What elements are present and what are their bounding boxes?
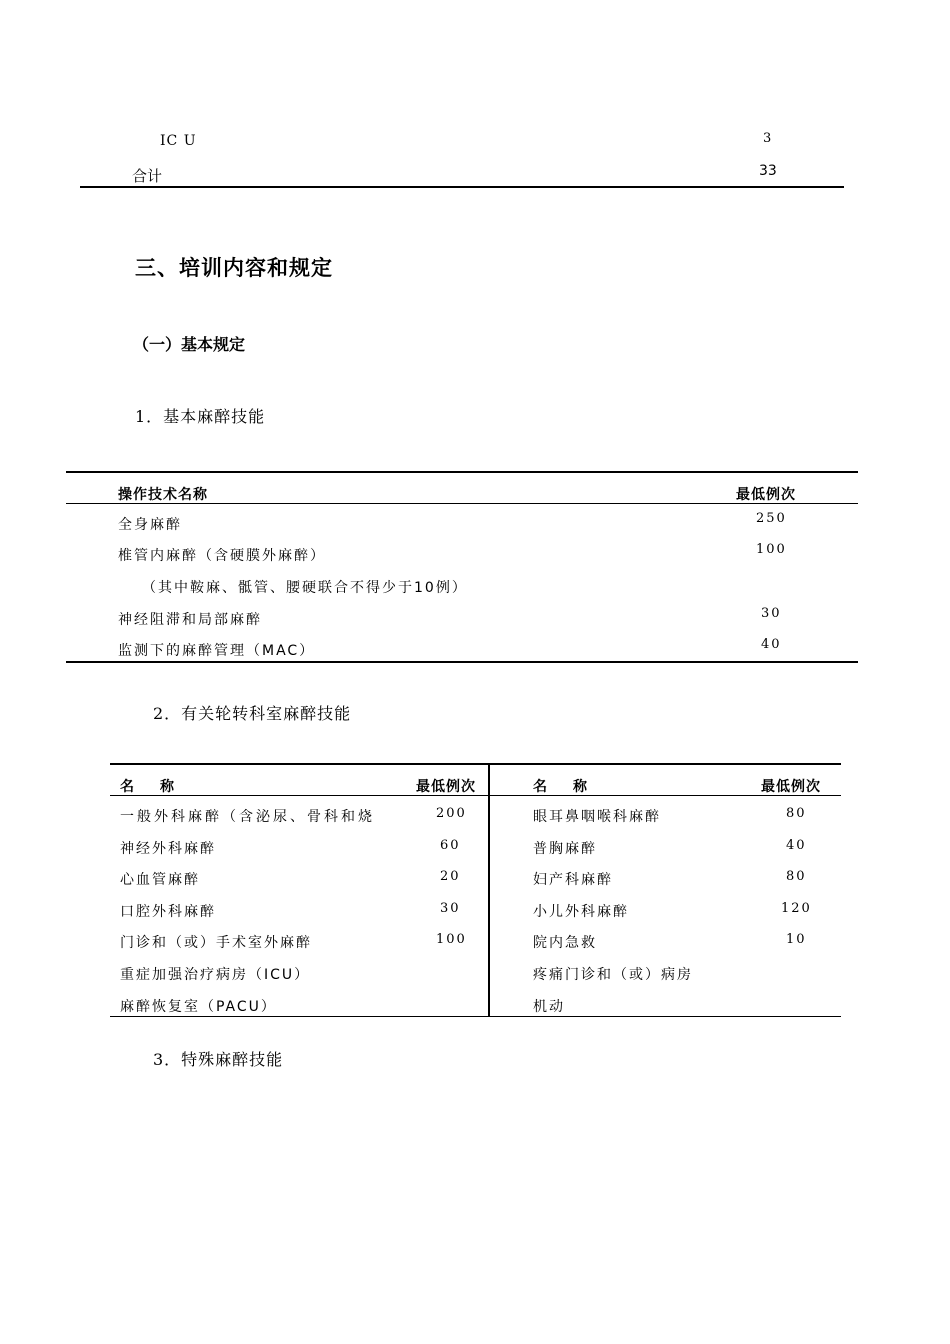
table2-right-row-name: 机动 (533, 999, 565, 1015)
table1-row-name: 监测下的麻醉管理（MAC） (118, 643, 316, 659)
table2-right-row-count: 80 (786, 869, 807, 884)
top-table-bottom-rule (80, 186, 844, 188)
table1-row-note: （其中鞍麻、骶管、腰硬联合不得少于10例） (142, 580, 468, 596)
section-heading: 三、培训内容和规定 (135, 256, 333, 280)
table1-row-name: 椎管内麻醉（含硬膜外麻醉） (118, 548, 326, 564)
table1-row-count: 30 (761, 606, 782, 621)
icu-row-value: 3 (763, 131, 772, 146)
subsection-heading: （一）基本规定 (133, 335, 246, 354)
table2-top-rule (110, 763, 841, 765)
table1-row-count: 100 (756, 542, 787, 557)
table2-right-row-name: 普胸麻醉 (533, 841, 597, 857)
table2-right-row-name: 小儿外科麻醉 (533, 904, 629, 920)
table2-left-row-count: 20 (440, 869, 461, 884)
table2-left-row-name: 麻醉恢复室（PACU） (120, 999, 277, 1015)
item3-heading: 3．特殊麻醉技能 (153, 1050, 284, 1069)
table2-left-row-name: 神经外科麻醉 (120, 841, 216, 857)
table2-right-row-count: 40 (786, 838, 807, 853)
table2-left-row-name: 口腔外科麻醉 (120, 904, 216, 920)
table1-header-name: 操作技术名称 (118, 487, 208, 503)
table2-right-row-name: 疼痛门诊和（或）病房 (533, 967, 693, 983)
table2-right-row-count: 80 (786, 806, 807, 821)
table1-row-name: 神经阻滞和局部麻醉 (118, 612, 262, 628)
table2-left-header-count: 最低例次 (416, 779, 476, 795)
table2-center-divider (488, 765, 490, 1016)
table2-left-row-name: 重症加强治疗病房（ICU） (120, 967, 311, 983)
table2-right-row-name: 眼耳鼻咽喉科麻醉 (533, 809, 661, 825)
table2-right-header-name: 名 称 (533, 779, 593, 795)
table2-left-row-count: 100 (436, 932, 467, 947)
table1-top-rule (66, 471, 858, 473)
table1-row-count: 250 (756, 511, 787, 526)
total-row-label: 合计 (132, 167, 163, 185)
table1-row-count: 40 (761, 637, 782, 652)
item1-heading: 1．基本麻醉技能 (135, 407, 266, 426)
table2-right-row-name: 妇产科麻醉 (533, 872, 613, 888)
total-row-value: 33 (759, 163, 777, 179)
table2-right-row-count: 120 (781, 901, 812, 916)
table1-header-count: 最低例次 (736, 487, 796, 503)
table2-right-row-name: 院内急救 (533, 935, 597, 951)
table2-right-header-count: 最低例次 (761, 779, 821, 795)
table2-header-rule (110, 795, 841, 796)
item2-heading: 2．有关轮转科室麻醉技能 (153, 704, 352, 723)
table2-left-row-name: 心血管麻醉 (120, 872, 200, 888)
table2-right-row-count: 10 (786, 932, 807, 947)
table2-left-row-count: 200 (436, 806, 467, 821)
table2-left-row-name: 门诊和（或）手术室外麻醉 (120, 935, 312, 951)
table2-left-row-name: 一般外科麻醉（含泌尿、骨科和烧 (120, 809, 375, 825)
table2-left-header-name: 名 称 (120, 779, 180, 795)
table1-row-name: 全身麻醉 (118, 517, 182, 533)
table2-left-row-count: 30 (440, 901, 461, 916)
table2-bottom-rule (110, 1016, 841, 1017)
table1-header-rule (66, 503, 858, 504)
table1-bottom-rule (66, 661, 858, 663)
icu-row-label: IC U (160, 133, 197, 149)
table2-left-row-count: 60 (440, 838, 461, 853)
